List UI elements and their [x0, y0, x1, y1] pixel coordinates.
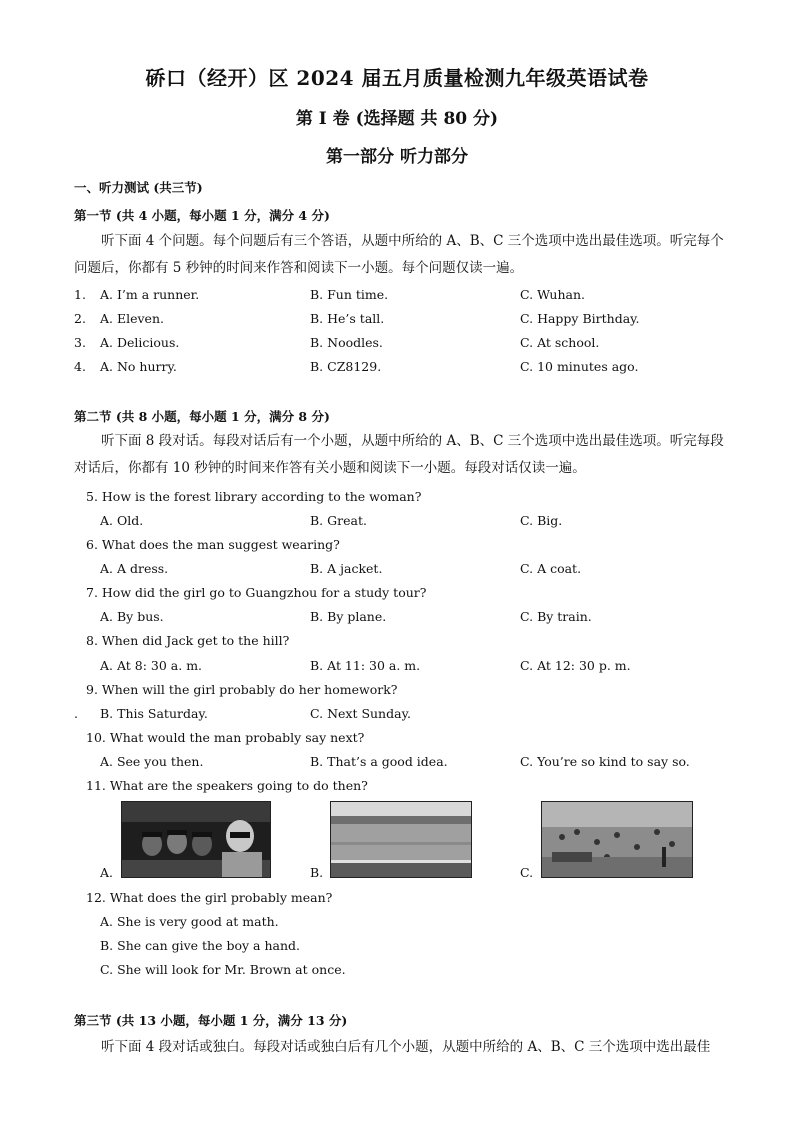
- option-b: B. She can give the boy a hand.: [100, 938, 300, 953]
- question-5: 5. How is the forest library according to the woman?: [86, 489, 422, 504]
- option-b: B. Noodles.: [310, 335, 383, 350]
- option-a: A. At 8: 30 a. m.: [100, 658, 203, 673]
- question-9: 9. When will the girl probably do her homework?: [86, 682, 398, 697]
- option-a: A. A dress.: [100, 561, 169, 576]
- option-c: C. She will look for Mr. Brown at once.: [100, 962, 346, 977]
- stray-mark: .: [74, 706, 78, 721]
- beach-scene-icon: [542, 802, 692, 877]
- item-number: 4.: [74, 359, 86, 374]
- exam-title: 硚口（经开）区 2024 届五月质量检测九年级英语试卷: [145, 66, 649, 90]
- question-7: 7. How did the girl go to Guangzhou for a study tour?: [86, 585, 427, 600]
- stadium-scene-icon: [331, 802, 471, 877]
- option-c: C. By train.: [520, 609, 592, 624]
- cinema-photo: [121, 801, 271, 878]
- option-b: B. That’s a good idea.: [310, 754, 448, 769]
- item-number: 1.: [74, 287, 86, 302]
- question-6: 6. What does the man suggest wearing?: [86, 537, 340, 552]
- option-b: B. CZ8129.: [310, 359, 382, 374]
- option-c: C. Big.: [520, 513, 563, 528]
- question-8: 8. When did Jack get to the hill?: [86, 633, 290, 648]
- option-c: C. Wuhan.: [520, 287, 585, 302]
- option-b: B. A jacket.: [310, 561, 383, 576]
- cinema-scene-icon: [122, 802, 270, 877]
- option-c: C. A coat.: [520, 561, 582, 576]
- listening-heading: 一、听力测试 (共三节): [74, 180, 203, 195]
- section2-instruction: 听下面 8 段对话。每段对话后有一个小题，从题中所给的 A、B、C 三个选项中选出最佳选项。听完每段对话后，你都有 10 秒钟的时间来作答有关小题和阅读下一小题。每段对话仅读一遍。: [74, 433, 724, 476]
- option-c: C. At school.: [520, 335, 600, 350]
- option-a: A. Eleven.: [100, 311, 164, 326]
- option-c-label: C.: [520, 865, 534, 880]
- option-b: B. He’s tall.: [310, 311, 385, 326]
- question-10: 10. What would the man probably say next?: [86, 730, 365, 745]
- option-c: C. Next Sunday.: [310, 706, 411, 721]
- option-a: A. Old.: [100, 513, 144, 528]
- section3-heading: 第三节 (共 13 小题，每小题 1 分，满分 13 分): [74, 1013, 348, 1028]
- option-b-label: B.: [310, 865, 324, 880]
- option-c: C. At 12: 30 p. m.: [520, 658, 631, 673]
- question-11: 11. What are the speakers going to do then?: [86, 778, 368, 793]
- beach-photo: [541, 801, 693, 878]
- section3-instruction: 听下面 4 段对话或独白。每段对话或独白后有几个小题，从题中所给的 A、B、C 三个选项中选出最佳: [101, 1039, 711, 1055]
- option-b: B. At 11: 30 a. m.: [310, 658, 421, 673]
- option-c: C. Happy Birthday.: [520, 311, 640, 326]
- option-b: B. Great.: [310, 513, 367, 528]
- option-b: B. Fun time.: [310, 287, 389, 302]
- item-number: 3.: [74, 335, 86, 350]
- option-a: A. She is very good at math.: [100, 914, 279, 929]
- question-12: 12. What does the girl probably mean?: [86, 890, 333, 905]
- option-a: A. I’m a runner.: [100, 287, 200, 302]
- option-a-label: A.: [100, 865, 114, 880]
- section1-instruction: 听下面 4 个问题。每个问题后有三个答语，从题中所给的 A、B、C 三个选项中选出最佳选项。听完每个问题后，你都有 5 秒钟的时间来作答和阅读下一小题。每个问题仅读一遍。: [74, 233, 724, 276]
- option-a: A. See you then.: [100, 754, 204, 769]
- option-b: B. This Saturday.: [100, 706, 208, 721]
- item-number: 2.: [74, 311, 86, 326]
- part-heading: 第一部分 听力部分: [326, 147, 468, 167]
- option-a: A. By bus.: [100, 609, 164, 624]
- option-c: C. 10 minutes ago.: [520, 359, 639, 374]
- option-a: A. Delicious.: [100, 335, 180, 350]
- volume-heading: 第 I 卷 (选择题 共 80 分): [295, 109, 499, 129]
- section1-heading: 第一节 (共 4 小题，每小题 1 分，满分 4 分): [74, 208, 330, 223]
- stadium-photo: [330, 801, 472, 878]
- section2-heading: 第二节 (共 8 小题，每小题 1 分，满分 8 分): [74, 409, 330, 424]
- option-a: A. No hurry.: [100, 359, 177, 374]
- option-b: B. By plane.: [310, 609, 387, 624]
- option-c: C. You’re so kind to say so.: [520, 754, 690, 769]
